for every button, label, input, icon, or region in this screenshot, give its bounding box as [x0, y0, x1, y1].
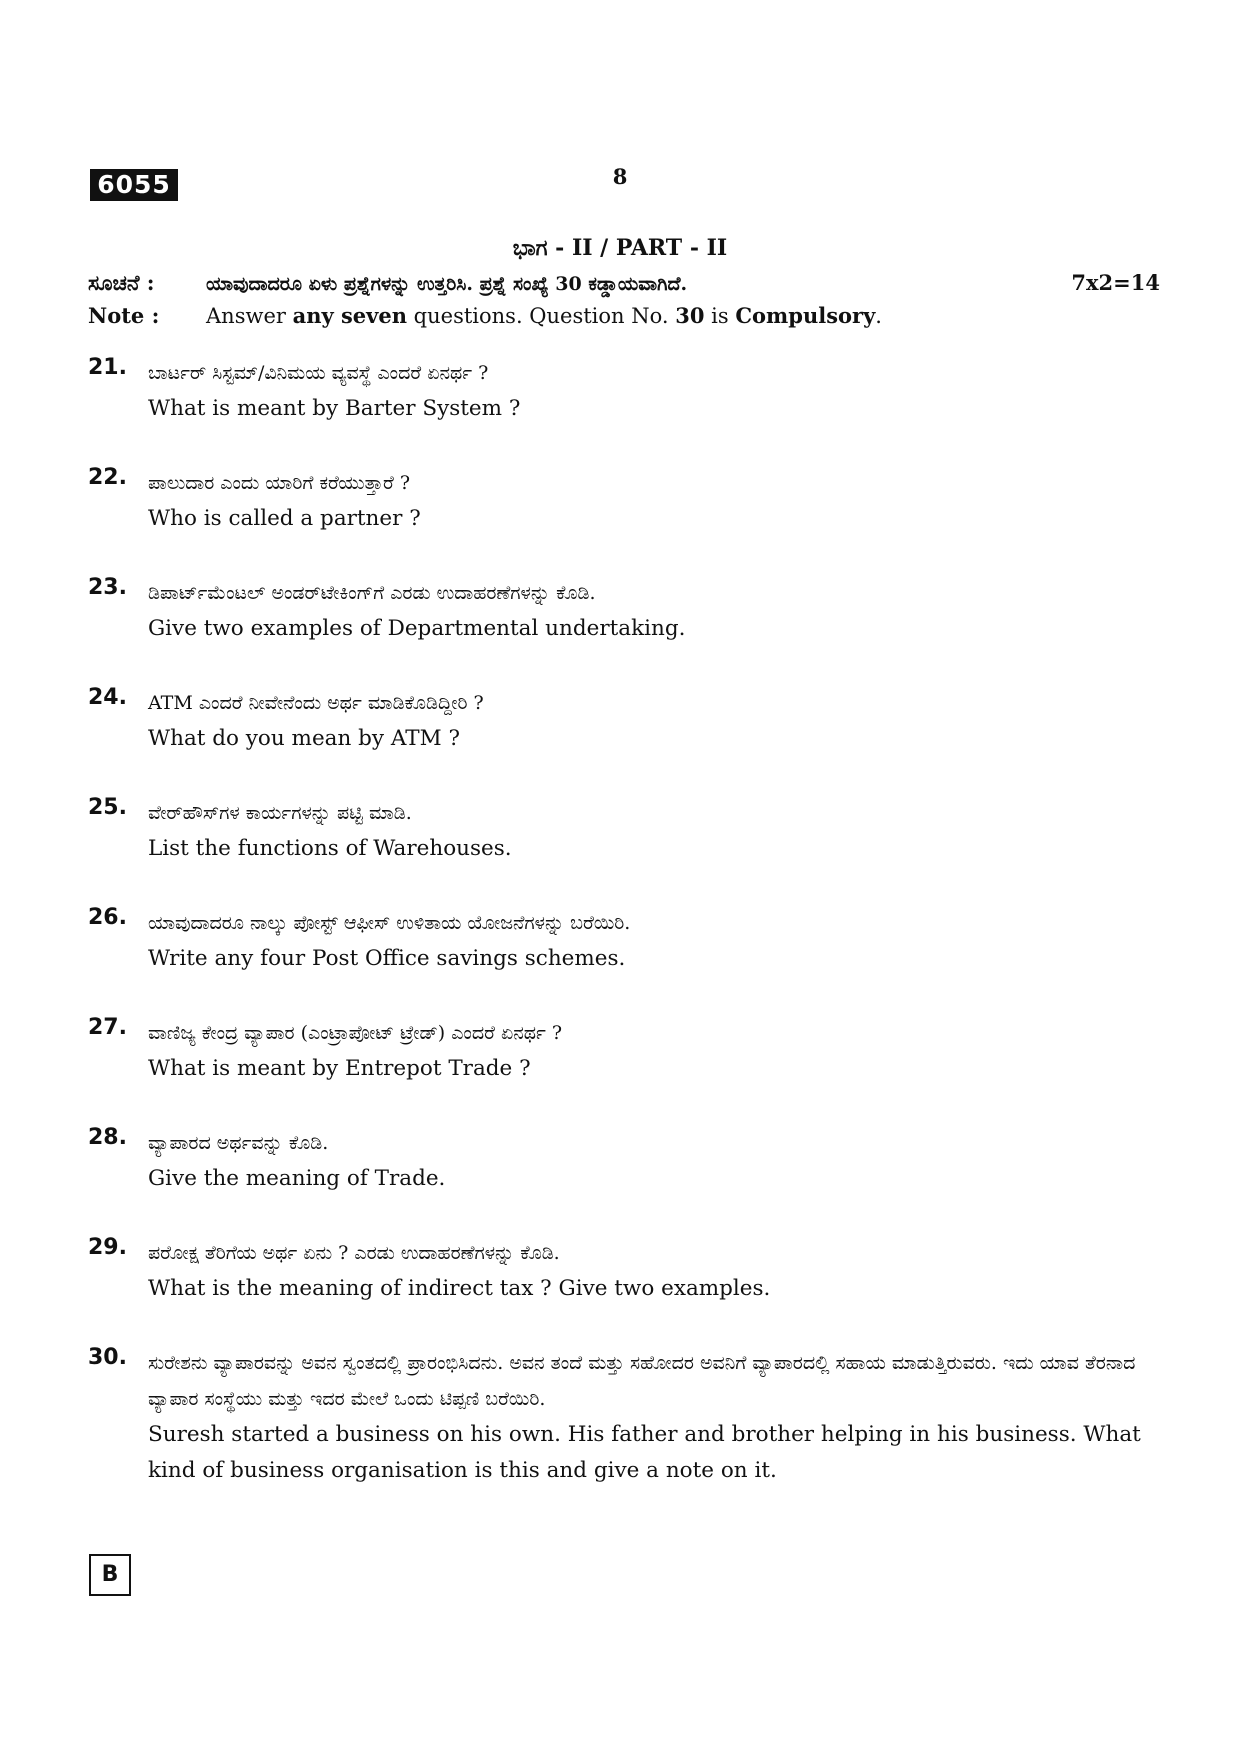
paper-code-badge: 6055 — [90, 169, 178, 201]
note-text: questions. Question No. — [407, 304, 676, 328]
question-29 — [88, 1235, 1168, 1307]
question-number: 22. — [88, 465, 127, 490]
marks-allocation: 7x2=14 — [1071, 270, 1160, 295]
question-23 — [88, 575, 1168, 647]
question-text-kannada: ವೇರ್‌ಹೌಸ್‌ಗಳ ಕಾರ್ಯಗಳನ್ನು ಪಟ್ಟಿ ಮಾಡಿ. — [148, 802, 412, 824]
question-number: 24. — [88, 685, 127, 710]
question-number: 29. — [88, 1235, 127, 1260]
page-number: 8 — [612, 164, 628, 189]
question-text-kannada: ಯಾವುದಾದರೂ ನಾಲ್ಕು ಪೋಸ್ಟ್ ಆಫೀಸ್ ಉಳಿತಾಯ ಯೋಜನೆಗಳನ್ನು ಬರೆಯಿರಿ. — [148, 912, 631, 934]
english-note — [88, 303, 882, 328]
question-number: 25. — [88, 795, 127, 820]
question-text-english: Give the meaning of Trade. — [148, 1166, 446, 1191]
note-text: . — [875, 304, 882, 328]
question-text-english: List the functions of Warehouses. — [148, 836, 512, 861]
question-text-english: What is the meaning of indirect tax ? Give two examples. — [148, 1276, 771, 1301]
note-bold-number: 30 — [675, 303, 705, 328]
question-28 — [88, 1125, 1168, 1197]
question-30 — [88, 1345, 1168, 1489]
question-21 — [88, 355, 1168, 427]
question-text-english: What is meant by Barter System ? — [148, 396, 521, 421]
question-text-english: What do you mean by ATM ? — [148, 726, 460, 751]
question-number: 21. — [88, 355, 127, 380]
question-24 — [88, 685, 1168, 757]
question-text-english: Who is called a partner ? — [148, 506, 421, 531]
kannada-instruction-text: ಯಾವುದಾದರೂ ಏಳು ಪ್ರಶ್ನೆಗಳನ್ನು ಉತ್ತರಿಸಿ. ಪ್ರಶ್ನೆ ಸಂಖ್ಯೆ 30 ಕಡ್ಡಾಯವಾಗಿದೆ. — [206, 273, 688, 295]
note-bold-compulsory: Compulsory — [735, 303, 876, 328]
question-text-kannada: ಪರೋಕ್ಷ ತೆರಿಗೆಯ ಅರ್ಥ ಏನು ? ಎರಡು ಉದಾಹರಣೆಗಳನ್ನು ಕೊಡಿ. — [148, 1242, 560, 1264]
question-number: 28. — [88, 1125, 127, 1150]
kannada-instruction — [88, 270, 687, 296]
question-number: 26. — [88, 905, 127, 930]
question-number: 23. — [88, 575, 127, 600]
question-text-kannada: ಸುರೇಶನು ವ್ಯಾಪಾರವನ್ನು ಅವನ ಸ್ವಂತದಲ್ಲಿ ಪ್ರಾರಂಭಿಸಿದನು. ಅವನ ತಂದೆ ಮತ್ತು ಸಹೋದರ ಅವನಿಗೆ ವ್ಯಾಪಾರದಲ್ಲಿ ಸಹಾಯ ಮಾಡುತ್ತಿರುವರು. ಇದು ಯಾವ ತೆರನಾದ ವ್ಯಾಪಾರ ಸಂಸ್ಥೆಯು ಮತ್ತು ಇದರ ಮೇಲೆ ಒಂದು ಟಿಪ್ಪಣಿ ಬರೆಯಿರಿ. — [148, 1352, 1136, 1410]
part-title: ಭಾಗ - II / PART - II — [512, 235, 728, 261]
english-note-label: Note : — [88, 303, 160, 328]
question-text-kannada: ಬಾರ್ಟರ್ ಸಿಸ್ಟಮ್/ವಿನಿಮಯ ವ್ಯವಸ್ಥೆ ಎಂದರೆ ಏನರ್ಥ ? — [148, 362, 489, 384]
question-text-english: Write any four Post Office savings schemes. — [148, 946, 626, 971]
question-text-english: Suresh started a business on his own. His father and brother helping in his business. What kind of business organisation is this and give a note on it. — [148, 1422, 1141, 1483]
question-text-kannada: ATM ಎಂದರೆ ನೀವೇನೆಂದು ಅರ್ಥ ಮಾಡಿಕೊಡಿದ್ದೀರಿ ? — [148, 692, 484, 714]
question-text-kannada: ಡಿಪಾರ್ಟ್‌ಮೆಂಟಲ್ ಅಂಡರ್‌ಟೇಕಿಂಗ್‌ಗೆ ಎರಡು ಉದಾಹರಣೆಗಳನ್ನು ಕೊಡಿ. — [148, 582, 596, 604]
question-22 — [88, 465, 1168, 537]
question-text-kannada: ವ್ಯಾಪಾರದ ಅರ್ಥವನ್ನು ಕೊಡಿ. — [148, 1132, 329, 1154]
question-text-kannada: ಪಾಲುದಾರ ಎಂದು ಯಾರಿಗೆ ಕರೆಯುತ್ತಾರೆ ? — [148, 472, 411, 494]
note-text: is — [704, 304, 736, 328]
question-26 — [88, 905, 1168, 977]
question-27 — [88, 1015, 1168, 1087]
kannada-instruction-label: ಸೂಚನೆ : — [88, 270, 155, 295]
question-text-english: What is meant by Entrepot Trade ? — [148, 1056, 531, 1081]
note-text: Answer — [206, 304, 293, 328]
question-text-kannada: ವಾಣಿಜ್ಯ ಕೇಂದ್ರ ವ್ಯಾಪಾರ (ಎಂಟ್ರಾಪೋಟ್ ಟ್ರೇಡ್) ಎಂದರೆ ಏನರ್ಥ ? — [148, 1022, 563, 1044]
booklet-series-box: B — [89, 1554, 131, 1596]
question-text-english: Give two examples of Departmental undertaking. — [148, 616, 686, 641]
note-bold-any-seven: any seven — [292, 303, 407, 328]
question-25 — [88, 795, 1168, 867]
question-number: 27. — [88, 1015, 127, 1040]
question-number: 30. — [88, 1345, 127, 1370]
